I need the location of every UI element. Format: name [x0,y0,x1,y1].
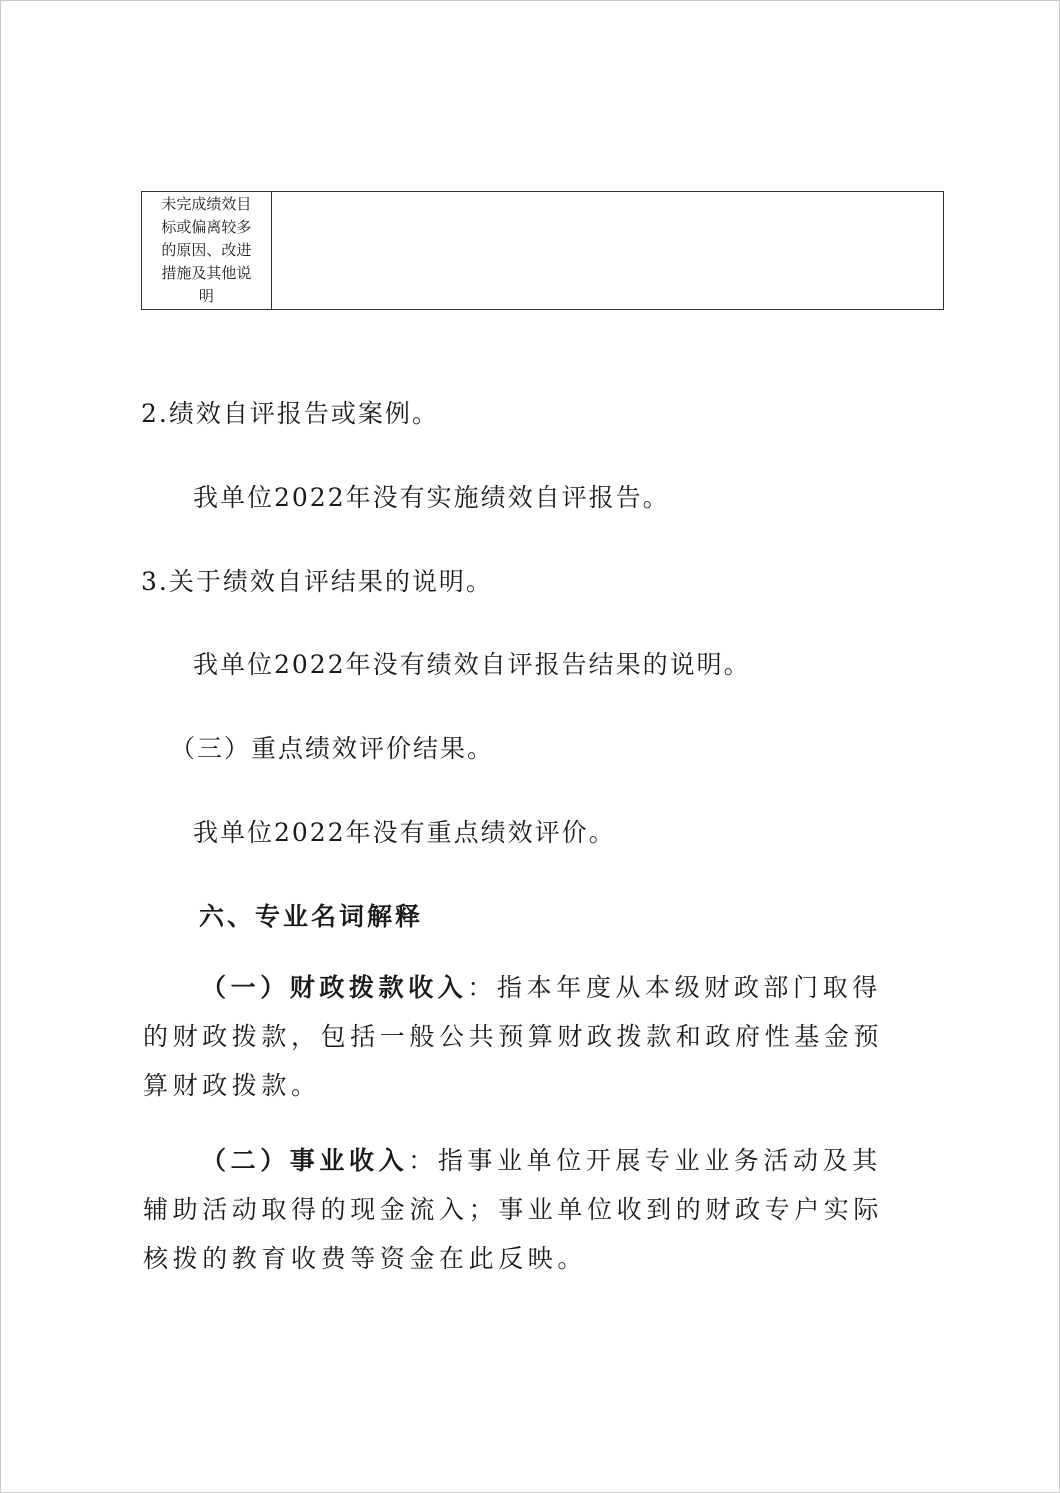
label-line: 标或偏离较多 [161,218,252,236]
table-label-cell [142,192,272,310]
section-six-heading: 六、专业名词解释 [199,902,424,931]
label-line: 的原因、改进 [161,241,252,259]
term-definition: 指本年度从本级财政部门取得的财政拨款，包括一般公共预算财政拨款和政府性基金预算财政拨款。 [143,973,884,1100]
label-line: 措施及其他说 [161,264,252,282]
term-title: （二）事业收入 [201,1146,409,1175]
table-content-cell [271,192,943,310]
term-paragraph [143,1136,903,1283]
item-2-body: 我单位2022年没有实施绩效自评报告。 [193,483,670,512]
term-title: （一）财政拨款收入 [201,973,468,1002]
term-separator: ： [408,1146,438,1175]
section-three-body: 我单位2022年没有重点绩效评价。 [193,818,616,847]
label-line: 明 [198,287,214,305]
item-3-heading: 3.关于绩效自评结果的说明。 [141,567,493,596]
table-row [142,192,944,310]
item-3-body: 我单位2022年没有绩效自评报告结果的说明。 [193,650,751,679]
term-paragraph [143,963,903,1110]
section-three-heading: （三）重点绩效评价结果。 [170,734,495,763]
performance-table [141,191,944,310]
term-separator: ： [467,973,498,1002]
label-line: 未完成绩效目 [161,195,252,213]
term-definition: 指事业单位开展专业业务活动及其辅助活动取得的现金流入；事业单位收到的财政专户实际核拨的教育收费等资金在此反映。 [143,1146,884,1273]
item-2-heading: 2.绩效自评报告或案例。 [141,399,439,428]
